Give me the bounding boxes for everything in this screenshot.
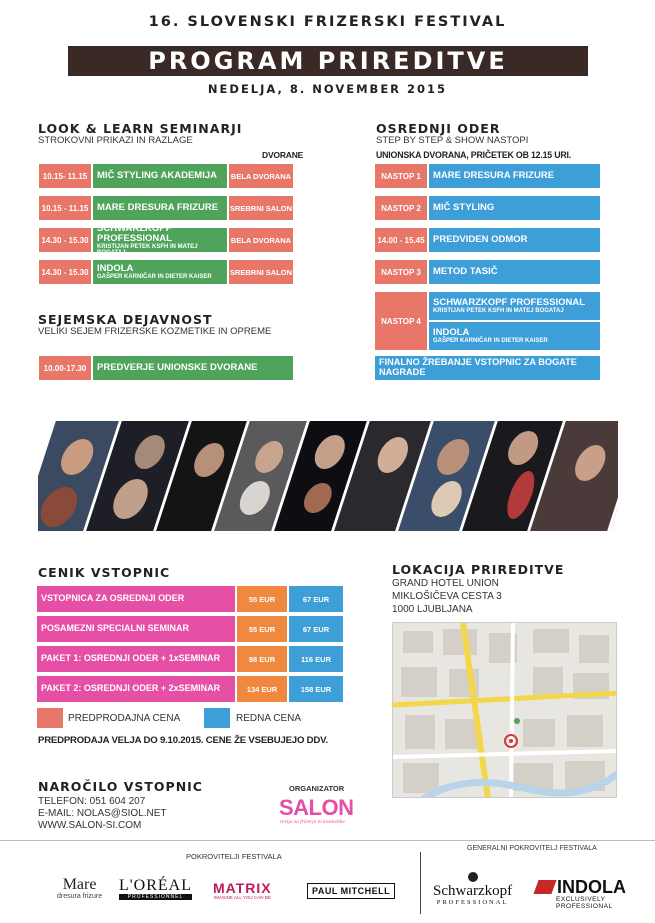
location-street: MIKLOŠIČEVA CESTA 3 bbox=[392, 591, 502, 602]
ticket-name: PAKET 2: OSREDNJI ODER + 2xSEMINAR bbox=[36, 675, 236, 703]
seminar-time: 10.15 - 11.15 bbox=[38, 195, 92, 221]
presale-price: 98 EUR bbox=[236, 645, 288, 673]
seminar-name: MARE DRESURA FRIZURE bbox=[92, 195, 228, 221]
regular-price: 158 EUR bbox=[288, 675, 344, 703]
generalni-label: GENERALNI POKROVITELJ FESTIVALA bbox=[467, 845, 597, 852]
oder-act: METOD TASIČ bbox=[428, 259, 601, 285]
paul-mitchell-logo: PAUL MITCHELL bbox=[307, 883, 395, 899]
price-row bbox=[36, 645, 344, 673]
legend-presale-label: PREDPRODAJNA CENA bbox=[68, 713, 181, 724]
presale-price: 55 EUR bbox=[236, 615, 288, 643]
seminar-time: 14.30 - 15.30 bbox=[38, 259, 92, 285]
oder-slot: NASTOP 1 bbox=[374, 163, 428, 189]
seminar-venue: SREBRNI SALON bbox=[228, 259, 294, 285]
oder-row-nastop4 bbox=[374, 291, 601, 351]
page-title: PROGRAM PRIREDITVE bbox=[148, 47, 508, 75]
oder-presenters: KRISTIJAN PETEK KSFH IN MATEJ BOGATAJ bbox=[433, 307, 564, 314]
seminar-time: 14.30 - 15.30 bbox=[38, 227, 92, 253]
seminar-presenters: GAŠPER KARNIČAR IN DIETER KAISER bbox=[97, 273, 212, 280]
seminar-name: SCHWARZKOPF PROFESSIONAL KRISTIJAN PETEK KSFH IN MATEJ BOGATAJ bbox=[92, 227, 228, 253]
oder-row bbox=[374, 227, 601, 253]
cenik-heading: CENIK VSTOPNIC bbox=[38, 565, 171, 580]
oder-venue-note: UNIONSKA DVORANA, PRIČETEK OB 12.15 URI. bbox=[376, 150, 572, 160]
lokacija-heading: LOKACIJA PRIREDITVE bbox=[392, 562, 565, 577]
footer-vertical-divider bbox=[420, 852, 421, 914]
sejem-subtitle: VELIKI SEJEM FRIZERSKE KOZMETIKE IN OPREME bbox=[38, 326, 272, 337]
ticket-name: VSTOPNICA ZA OSREDNJI ODER bbox=[36, 585, 236, 613]
oder-finale bbox=[374, 355, 601, 381]
oder-act: SCHWARZKOPF PROFESSIONAL KRISTIJAN PETEK KSFH IN MATEJ BOGATAJ bbox=[428, 291, 601, 321]
location-city: 1000 LJUBLJANA bbox=[392, 604, 473, 615]
event-date: NEDELJA, 8. NOVEMBER 2015 bbox=[207, 82, 448, 96]
seminar-row bbox=[38, 163, 294, 189]
seminar-row bbox=[38, 195, 294, 221]
oder-row bbox=[374, 259, 601, 285]
photo-strip bbox=[38, 421, 618, 531]
sejem-row bbox=[38, 355, 294, 381]
seminar-name: MIČ STYLING AKADEMIJA bbox=[92, 163, 228, 189]
seminar-venue: SREBRNI SALON bbox=[228, 195, 294, 221]
presale-note: PREDPRODAJA VELJA DO 9.10.2015. CENE ŽE VSEBUJEJO DDV. bbox=[38, 735, 328, 746]
seminar-venue: BELA DVORANA bbox=[228, 227, 294, 253]
title-banner bbox=[68, 46, 588, 76]
order-email[interactable]: E-MAIL: NOLAS@SIOL.NET bbox=[38, 808, 167, 819]
oder-slot: NASTOP 2 bbox=[374, 195, 428, 221]
sejem-time: 10.00-17.30 bbox=[38, 355, 92, 381]
indola-emblem-icon bbox=[533, 880, 556, 894]
price-row bbox=[36, 675, 344, 703]
loreal-logo: L'ORÉAL PROFESSIONNEL bbox=[119, 877, 192, 900]
organizator-label: ORGANIZATOR bbox=[289, 784, 345, 793]
price-row bbox=[36, 585, 344, 613]
legend-presale-swatch bbox=[37, 708, 63, 728]
seminar-name: INDOLA GAŠPER KARNIČAR IN DIETER KAISER bbox=[92, 259, 228, 285]
dvorane-label: DVORANE bbox=[262, 150, 304, 160]
seminar-row bbox=[38, 259, 294, 285]
regular-price: 116 EUR bbox=[288, 645, 344, 673]
oder-slot: NASTOP 4 bbox=[374, 291, 428, 351]
salon-tagline: revija za frizerje in kozmetike bbox=[280, 819, 345, 825]
presale-price: 55 EUR bbox=[236, 585, 288, 613]
seminar-row bbox=[38, 222, 294, 256]
regular-price: 67 EUR bbox=[288, 615, 344, 643]
order-phone: TELEFON: 051 604 207 bbox=[38, 796, 146, 807]
sejem-location: PREDVERJE UNIONSKE DVORANE bbox=[92, 355, 294, 381]
footer-divider bbox=[0, 840, 655, 841]
oder-slot: NASTOP 3 bbox=[374, 259, 428, 285]
seminar-time: 10.15- 11.15 bbox=[38, 163, 92, 189]
seminar-presenters: KRISTIJAN PETEK KSFH IN MATEJ BOGATAJ bbox=[97, 243, 198, 256]
oder-row bbox=[374, 163, 601, 189]
ticket-name: POSAMEZNI SPECIALNI SEMINAR bbox=[36, 615, 236, 643]
order-website[interactable]: WWW.SALON-SI.COM bbox=[38, 820, 142, 831]
pokrovitelji-label: POKROVITELJI FESTIVALA bbox=[186, 852, 282, 861]
seminarji-subtitle: STROKOVNI PRIKAZI IN RAZLAGE bbox=[38, 135, 193, 146]
location-map[interactable] bbox=[392, 622, 617, 798]
indola-logo: INDOLA EXCLUSIVELY PROFESSIONAL bbox=[536, 878, 655, 910]
legend-regular-label: REDNA CENA bbox=[236, 713, 302, 724]
presale-price: 134 EUR bbox=[236, 675, 288, 703]
schwarzkopf-logo: Schwarzkopf PROFESSIONAL bbox=[433, 872, 512, 906]
map-graphic bbox=[393, 623, 617, 798]
oder-act: PREDVIDEN ODMOR bbox=[428, 227, 601, 253]
seminarji-heading: LOOK & LEARN SEMINARJI bbox=[38, 121, 243, 136]
finale-label: FINALNO ŽREBANJE VSTOPNIC ZA BOGATE NAGRADE bbox=[374, 355, 601, 381]
legend-regular-swatch bbox=[204, 708, 230, 728]
narocilo-heading: NAROČILO VSTOPNIC bbox=[38, 779, 203, 794]
seminar-venue: BELA DVORANA bbox=[228, 163, 294, 189]
ticket-name: PAKET 1: OSREDNJI ODER + 1xSEMINAR bbox=[36, 645, 236, 673]
oder-act: INDOLA GAŠPER KARNIČAR IN DIETER KAISER bbox=[428, 321, 601, 351]
price-row bbox=[36, 615, 344, 643]
festival-name: 16. SLOVENSKI FRIZERSKI FESTIVAL bbox=[148, 14, 507, 30]
mare-logo: Mare dresura frizure bbox=[57, 876, 103, 900]
oder-heading: OSREDNJI ODER bbox=[376, 121, 501, 136]
salon-logo: SALON bbox=[279, 795, 354, 820]
matrix-logo: MATRIX IMAGINE ALL YOU CAN BE bbox=[213, 880, 272, 900]
oder-subtitle: STEP BY STEP & SHOW NASTOPI bbox=[376, 135, 529, 146]
oder-row bbox=[374, 195, 601, 221]
location-name: GRAND HOTEL UNION bbox=[392, 578, 499, 589]
oder-presenters: GAŠPER KARNIČAR IN DIETER KAISER bbox=[433, 337, 548, 344]
regular-price: 67 EUR bbox=[288, 585, 344, 613]
oder-act: MIČ STYLING bbox=[428, 195, 601, 221]
oder-act: MARE DRESURA FRIZURE bbox=[428, 163, 601, 189]
schwarzkopf-emblem-icon bbox=[468, 872, 478, 882]
sejem-heading: SEJEMSKA DEJAVNOST bbox=[38, 312, 213, 327]
oder-slot: 14.00 - 15.45 bbox=[374, 227, 428, 253]
